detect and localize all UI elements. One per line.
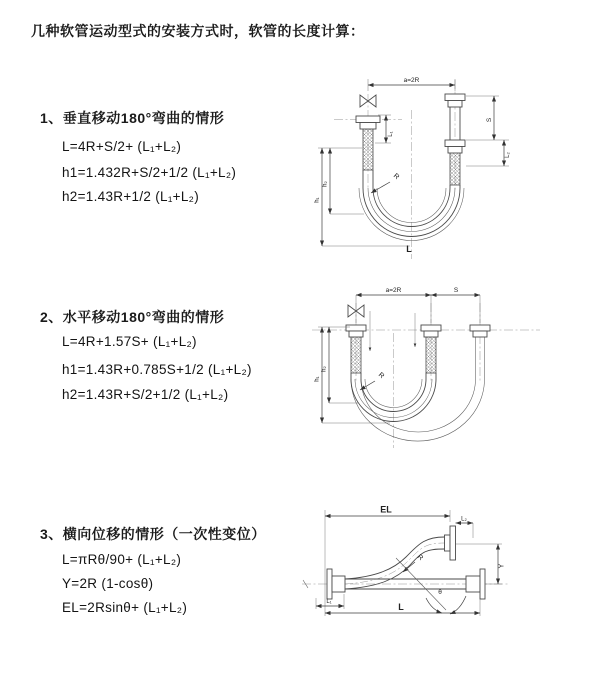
section-1-formula-h2: h2=1.43R+1/2 (L₁+L₂)	[62, 189, 200, 204]
dim-label-length: L	[398, 602, 404, 612]
braided-section-right	[450, 153, 460, 185]
dim-label-fitting-left: L₁	[388, 131, 394, 137]
dimensions	[316, 505, 506, 617]
dim-label-fitting-top: L₂	[461, 516, 467, 523]
dim-label-span: EL	[380, 504, 392, 515]
braided-section-left	[351, 337, 361, 373]
centerlines	[334, 80, 455, 259]
fittings	[346, 305, 490, 337]
dim-label-length: L	[406, 244, 412, 254]
section-2-formula-L: L=4R+1.57S+ (L₁+L₂)	[62, 334, 197, 349]
dim-label-height2: h₂	[321, 366, 328, 372]
section-1-formula-L: L=4R+S/2+ (L₁+L₂)	[62, 139, 182, 154]
section-1-heading: 1、垂直移动180°弯曲的情形	[40, 110, 225, 126]
dim-label-travel: S	[486, 117, 493, 123]
page-title: 几种软管运动型式的安装方式时，软管的长度计算：	[31, 23, 365, 39]
dim-label-fitting-left: L₁	[326, 599, 332, 605]
dim-label-span: a=2R	[385, 287, 402, 294]
dim-label-span: a=2R	[403, 77, 420, 84]
braided-section-middle	[426, 337, 436, 373]
section-3-formula-L: L=πRθ/90+ (L₁+L₂)	[62, 552, 182, 567]
dim-label-offset: Y	[498, 563, 506, 569]
diagram-horizontal-travel-180-bend	[306, 283, 546, 455]
braided-section-left	[363, 129, 373, 170]
dimensions	[315, 77, 512, 254]
fittings	[327, 526, 485, 599]
section-1-formula-h1: h1=1.432R+S/2+1/2 (L₁+L₂)	[62, 165, 237, 180]
section-2-formula-h2: h2=1.43R+S/2+1/2 (L₁+L₂)	[62, 387, 229, 402]
section-3-formula-EL: EL=2Rsinθ+ (L₁+L₂)	[62, 600, 188, 615]
dim-label-travel: S	[453, 287, 459, 294]
dimensions	[315, 287, 481, 423]
section-2-formula-h1: h1=1.43R+0.785S+1/2 (L₁+L₂)	[62, 362, 252, 377]
section-2-heading: 2、水平移动180°弯曲的情形	[40, 309, 225, 325]
section-3-formula-Y: Y=2R (1-cosθ)	[62, 576, 154, 591]
dim-label-radius: R	[376, 371, 386, 381]
dim-label-angle: θ	[438, 589, 442, 596]
dim-label-radius: R	[415, 553, 425, 563]
hose-u-bend-moved	[351, 337, 485, 441]
dim-label-height2: h₂	[322, 181, 329, 187]
diagram-lateral-displacement	[298, 498, 563, 650]
dim-label-fitting-right: L₂	[505, 152, 511, 158]
dim-label-height1: h₁	[314, 197, 321, 203]
section-3-heading: 3、横向位移的情形（一次性变位）	[40, 526, 266, 542]
dim-label-radius: R	[391, 172, 401, 182]
dim-label-height1: h₁	[314, 376, 321, 382]
diagram-vertical-travel-180-bend	[298, 68, 538, 263]
